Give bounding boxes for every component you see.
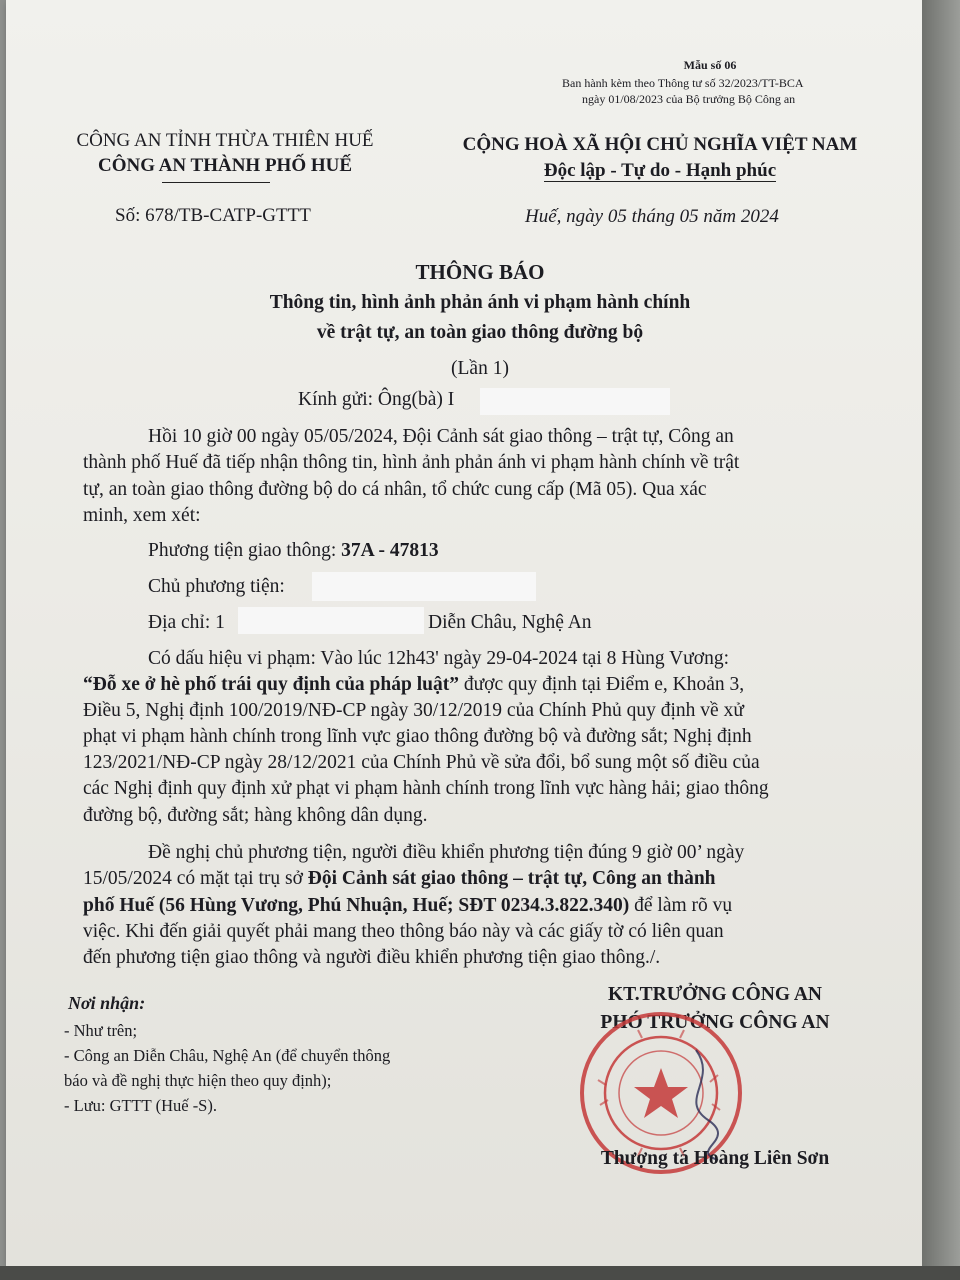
document-title: THÔNG BÁO xyxy=(415,260,545,284)
license-plate: 37A - 47813 xyxy=(341,540,439,561)
signature-title-1: KT.TRƯỞNG CÔNG AN xyxy=(608,984,822,1005)
recipient-line: Kính gửi: Ông(bà) I xyxy=(298,389,455,410)
issuer-underline xyxy=(162,182,270,183)
redacted-owner xyxy=(312,572,536,601)
document-subtitle-1: Thông tin, hình ảnh phản ánh vi phạm hành chính xyxy=(269,292,691,313)
signature-title-2: PHÓ TRƯỞNG CÔNG AN xyxy=(600,1012,830,1033)
intro-line-1: Hồi 10 giờ 00 ngày 05/05/2024, Đội Cảnh sát giao thông – trật tự, Công an xyxy=(148,426,734,447)
request-line-3: phố Huế (56 Hùng Vương, Phú Nhuận, Huế; SĐT 0234.3.822.340) để làm rõ vụ xyxy=(83,895,733,916)
recipients-item-2-cont: báo và đề nghị thực hiện theo quy định); xyxy=(64,1071,332,1090)
star-icon xyxy=(634,1068,688,1118)
nation-name: CỘNG HOÀ XÃ HỘI CHỦ NGHĨA VIỆT NAM xyxy=(462,134,858,155)
violation-line-2: “Đỗ xe ở hè phố trái quy định của pháp luật” được quy định tại Điểm e, Khoản 3, xyxy=(83,674,745,695)
issuer-unit: CÔNG AN THÀNH PHỐ HUẾ xyxy=(97,155,353,176)
place-date: Huế, ngày 05 tháng 05 năm 2024 xyxy=(525,206,779,227)
violation-line-1: Có dấu hiệu vi phạm: Vào lúc 12h43' ngày 29-04-2024 tại 8 Hùng Vương: xyxy=(148,648,729,669)
request-line-5: đến phương tiện giao thông và người điều khiển phương tiện giao thông./. xyxy=(83,947,661,968)
nation-motto: Độc lập - Tự do - Hạnh phúc xyxy=(543,160,777,181)
background-edge xyxy=(922,0,960,1280)
recipients-item-1: - Như trên; xyxy=(64,1021,138,1040)
violation-line-3: Điều 5, Nghị định 100/2019/NĐ-CP ngày 30/12/2019 của Chính Phủ quy định về xử xyxy=(83,700,744,721)
violation-line-6: các Nghị định quy định xử phạt vi phạm hành chính trong lĩnh vực hàng hải; giao thông xyxy=(83,778,769,799)
signer-name: Thượng tá Hoàng Liên Sơn xyxy=(600,1148,830,1169)
background-edge-bottom xyxy=(0,1266,960,1280)
recipients-heading: Nơi nhận: xyxy=(68,993,146,1013)
form-number: Mẫu số 06 xyxy=(683,58,737,72)
document-subtitle-2: về trật tự, an toàn giao thông đường bộ xyxy=(316,322,644,343)
violation-description: “Đỗ xe ở hè phố trái quy định của pháp luật” xyxy=(83,674,459,695)
recipients-item-2: - Công an Diễn Châu, Nghệ An (để chuyển thông xyxy=(64,1046,391,1065)
intro-line-4: minh, xem xét: xyxy=(83,505,201,526)
violation-line-4: phạt vi phạm hành chính trong lĩnh vực giao thông đường bộ và đường sắt; Nghị định xyxy=(83,726,752,747)
request-line-4: việc. Khi đến giải quyết phải mang theo thông báo này và các giấy tờ có liên quan xyxy=(83,921,724,942)
request-line-2: 15/05/2024 có mặt tại trụ sở Đội Cảnh sát giao thông – trật tự, Công an thành xyxy=(83,868,716,889)
address-label: Địa chỉ: 1 xyxy=(148,612,225,633)
document-subtitle-3: (Lần 1) xyxy=(451,358,509,379)
form-issued-by: Ban hành kèm theo Thông tư số 32/2023/TT-BCA xyxy=(562,76,804,90)
vehicle-line: Phương tiện giao thông: 37A - 47813 xyxy=(148,540,439,561)
redacted-name xyxy=(480,388,670,415)
owner-label: Chủ phương tiện: xyxy=(148,576,285,597)
intro-line-2: thành phố Huế đã tiếp nhận thông tin, hình ảnh phản ánh vi phạm hành chính về trật xyxy=(83,452,740,473)
document-number: Số: 678/TB-CATP-GTTT xyxy=(115,205,311,226)
form-issued-date: ngày 01/08/2023 của Bộ trưởng Bộ Công an xyxy=(582,92,796,106)
redacted-address xyxy=(238,607,424,634)
address-tail: Diễn Châu, Nghệ An xyxy=(428,612,592,633)
violation-line-7: đường bộ, đường sắt; hàng không dân dụng. xyxy=(83,805,428,826)
violation-line-5: 123/2021/NĐ-CP ngày 28/12/2021 của Chính Phủ về sửa đổi, bổ sung một số điều của xyxy=(83,752,760,773)
intro-line-3: tự, an toàn giao thông đường bộ do cá nhân, tổ chức cung cấp (Mã 05). Qua xác xyxy=(83,479,707,500)
request-line-1: Đề nghị chủ phương tiện, người điều khiển phương tiện đúng 9 giờ 00’ ngày xyxy=(148,842,745,863)
issuer-parent: CÔNG AN TỈNH THỪA THIÊN HUẾ xyxy=(76,130,374,151)
recipients-item-3: - Lưu: GTTT (Huế -S). xyxy=(64,1096,217,1115)
